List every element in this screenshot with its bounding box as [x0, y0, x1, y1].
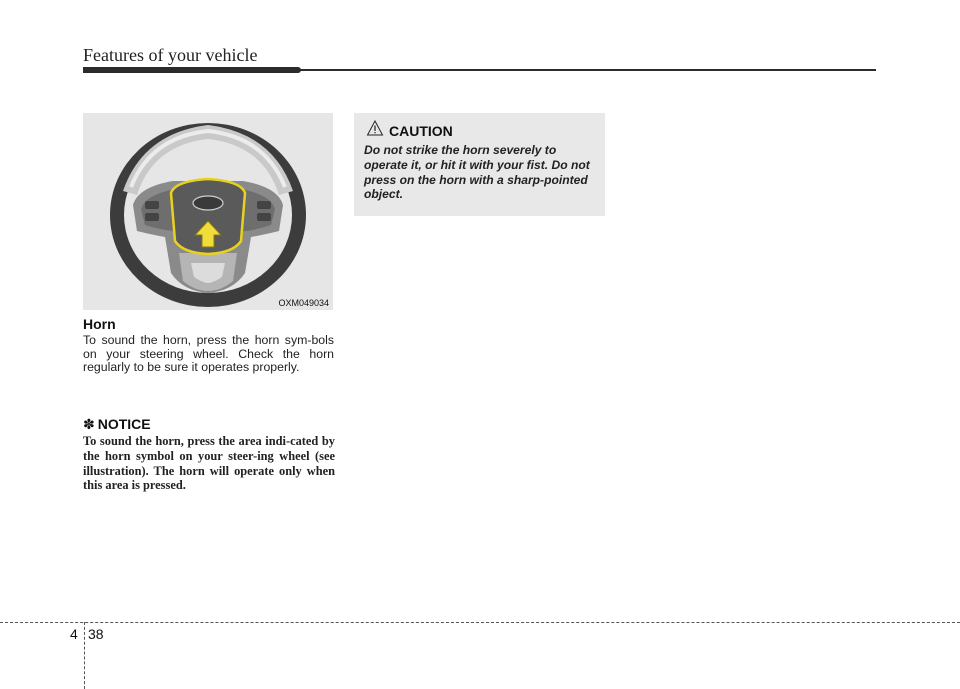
caution-body: Do not strike the horn severely to operate it, or hit it with your fist. Do not press on the horn with a sharp-pointed object.	[364, 143, 590, 202]
horn-heading: Horn	[83, 316, 116, 332]
figure-code: OXM049034	[278, 298, 329, 308]
caution-heading: CAUTION	[389, 123, 453, 139]
caution-box	[354, 113, 605, 216]
notice-heading	[83, 416, 151, 433]
footer-divider	[84, 622, 85, 689]
footer-rule	[0, 622, 960, 623]
header-rule-thick	[83, 67, 301, 73]
header-rule-thin	[300, 69, 876, 71]
horn-body: To sound the horn, press the horn sym-bols on your steering wheel. Check the horn regularly to be sure it operates properly.	[83, 333, 334, 374]
steering-wheel-figure	[83, 113, 333, 310]
steering-wheel-illustration	[83, 113, 333, 310]
page-number: 38	[88, 626, 104, 642]
notice-heading-text: NOTICE	[97, 416, 151, 432]
notice-body: To sound the horn, press the area indi-cated by the horn symbol on your steer-ing wheel (see illustration). The horn will operate only when this area is pressed.	[83, 434, 335, 493]
chapter-number: 4	[70, 626, 78, 642]
notice-mark-icon: ✽	[83, 417, 95, 433]
header-title: Features of your vehicle	[83, 45, 258, 65]
warning-triangle-icon	[366, 119, 384, 137]
